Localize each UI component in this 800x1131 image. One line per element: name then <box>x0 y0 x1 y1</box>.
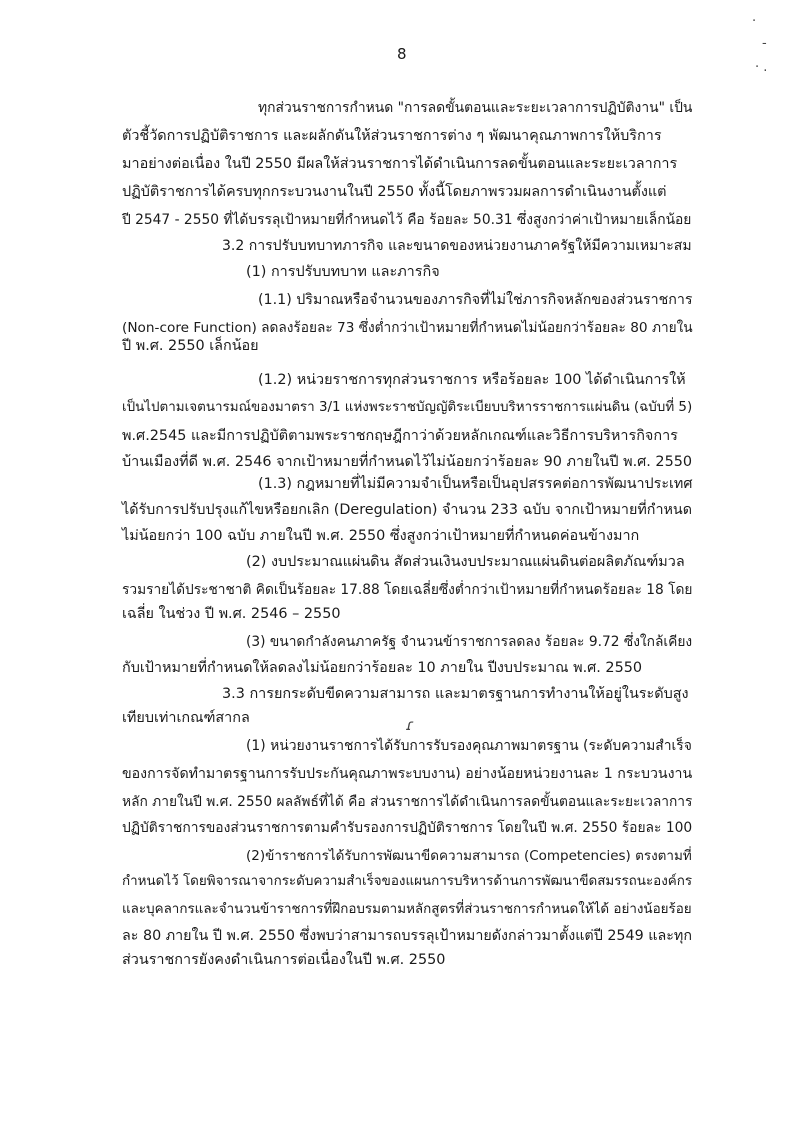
text-line: ละ 80 ภายใน ปี พ.ศ. 2550 ซึ่งพบว่าสามารถบรรลุเป้าหมายดังกล่าวมาตั้งแต่ปี 2549 และทุก <box>122 928 692 944</box>
text-line: ส่วนราชการยังคงดำเนินการต่อเนื่องในปี พ.ศ. 2550 <box>122 952 446 968</box>
text-line: ปฏิบัติราชการได้ครบทุกกระบวนงานในปี 2550 ทั้งนี้โดยภาพรวมผลการดำเนินงานตั้งแต่ <box>122 184 667 200</box>
text-line: (Non-core Function) ลดลงร้อยละ 73 ซึ่งต่ำกว่าเป้าหมายที่กำหนดไม่น้อยกว่าร้อยละ 80 ภายใน <box>122 320 693 336</box>
text-line: บ้านเมืองที่ดี พ.ศ. 2546 จากเป้าหมายที่กำหนดไว้ไม่น้อยกว่าร้อยละ 90 ภายในปี พ.ศ. 2550 <box>122 454 693 470</box>
scan-mark: · . <box>755 60 768 75</box>
text-line: (1.3) กฎหมายที่ไม่มีความจำเป็นหรือเป็นอุปสรรคต่อการพัฒนาประเทศ <box>258 476 693 492</box>
text-line: เทียบเท่าเกณฑ์สากล <box>122 710 250 726</box>
text-line: (3) ขนาดกำลังคนภาครัฐ จำนวนข้าราชการลดลง ร้อยละ 9.72 ซึ่งใกล้เคียง <box>246 634 693 650</box>
text-line: ปฏิบัติราชการของส่วนราชการตามคำรับรองการปฏิบัติราชการ โดยในปี พ.ศ. 2550 ร้อยละ 100 <box>122 820 693 836</box>
text-line: พ.ศ.2545 และมีการปฏิบัติตามพระราชกฤษฎีกาว่าด้วยหลักเกณฑ์และวิธีการบริหารกิจการ <box>122 428 678 444</box>
text-line: ปี 2547 - 2550 ที่ได้บรรลุเป้าหมายที่กำหนดไว้ คือ ร้อยละ 50.31 ซึ่งสูงกว่าค่าเป้าหมายเล็กน้อย <box>122 212 692 228</box>
page-number: 8 <box>397 45 407 63</box>
text-line: (2) งบประมาณแผ่นดิน สัดส่วนเงินงบประมาณแผ่นดินต่อผลิตภัณฑ์มวล <box>246 554 685 570</box>
scan-mark: · <box>752 14 757 29</box>
text-line: (1.2) หน่วยราชการทุกส่วนราชการ หรือร้อยละ 100 ได้ดำเนินการให้ <box>258 372 686 388</box>
text-line: (1.1) ปริมาณหรือจำนวนของภารกิจที่ไม่ใช่ภารกิจหลักของส่วนราชการ <box>258 292 693 308</box>
text-line: เฉลี่ย ในช่วง ปี พ.ศ. 2546 – 2550 <box>122 606 341 622</box>
text-line: กำหนดไว้ โดยพิจารณาจากระดับความสำเร็จของแผนการบริหารด้านการพัฒนาขีดสมรรถนะองค์กร <box>122 874 693 889</box>
text-line: ทุกส่วนราชการกำหนด "การลดขั้นตอนและระยะเวลาการปฏิบัติงาน" เป็น <box>258 100 693 116</box>
scan-mark: - <box>762 36 767 51</box>
section-heading: 3.3 การยกระดับขีดความสามารถ และมาตรฐานการทำงานให้อยู่ในระดับสูง <box>222 686 689 702</box>
text-line: มาอย่างต่อเนื่อง ในปี 2550 มีผลให้ส่วนราชการได้ดำเนินการลดขั้นตอนและระยะเวลาการ <box>122 156 678 172</box>
text-line: ปี พ.ศ. 2550 เล็กน้อย <box>122 338 259 354</box>
text-line: หลัก ภายในปี พ.ศ. 2550 ผลลัพธ์ที่ได้ คือ ส่วนราชการได้ดำเนินการลดขั้นตอนและระยะเวลาการ <box>122 794 693 810</box>
text-line: ของการจัดทำมาตรฐานการรับประกันคุณภาพระบบงาน) อย่างน้อยหน่วยงานละ 1 กระบวนงาน <box>122 766 693 782</box>
text-line: และบุคลากรและจำนวนข้าราชการที่ฝึกอบรมตามหลักสูตรที่ส่วนราชการกำหนดให้ได้ อย่างน้อยร้อย <box>122 902 692 917</box>
text-line: ไม่น้อยกว่า 100 ฉบับ ภายในปี พ.ศ. 2550 ซึ่งสูงกว่าเป้าหมายที่กำหนดค่อนข้างมาก <box>122 528 640 544</box>
text-line: ได้รับการปรับปรุงแก้ไขหรือยกเลิก (Deregulation) จำนวน 233 ฉบับ จากเป้าหมายที่กำหนด <box>122 502 692 518</box>
section-heading: 3.2 การปรับบทบาทภารกิจ และขนาดของหน่วยงานภาครัฐให้มีความเหมาะสม <box>222 238 692 254</box>
scan-mark: ɾ <box>406 716 414 734</box>
text-line: กับเป้าหมายที่กำหนดให้ลดลงไม่น้อยกว่าร้อยละ 10 ภายใน ปีงบประมาณ พ.ศ. 2550 <box>122 660 643 676</box>
subsection-heading: (1) การปรับบทบาท และภารกิจ <box>246 264 440 280</box>
text-line: เป็นไปตามเจตนารมณ์ของมาตรา 3/1 แห่งพระราชบัญญัติระเบียบบริหารราชการแผ่นดิน (ฉบับที่ 5) <box>122 400 693 415</box>
text-line: (1) หน่วยงานราชการได้รับการรับรองคุณภาพมาตรฐาน (ระดับความสำเร็จ <box>246 738 692 754</box>
text-line: ตัวชี้วัดการปฏิบัติราชการ และผลักดันให้ส่วนราชการต่าง ๆ พัฒนาคุณภาพการให้บริการ <box>122 128 662 144</box>
text-line: รวมรายได้ประชาชาติ คิดเป็นร้อยละ 17.88 โดยเฉลี่ยซึ่งต่ำกว่าเป้าหมายที่กำหนดร้อยละ 18 โดย <box>122 582 693 598</box>
text-line: (2)ข้าราชการได้รับการพัฒนาขีดความสามารถ (Competencies) ตรงตามที่ <box>246 848 692 864</box>
